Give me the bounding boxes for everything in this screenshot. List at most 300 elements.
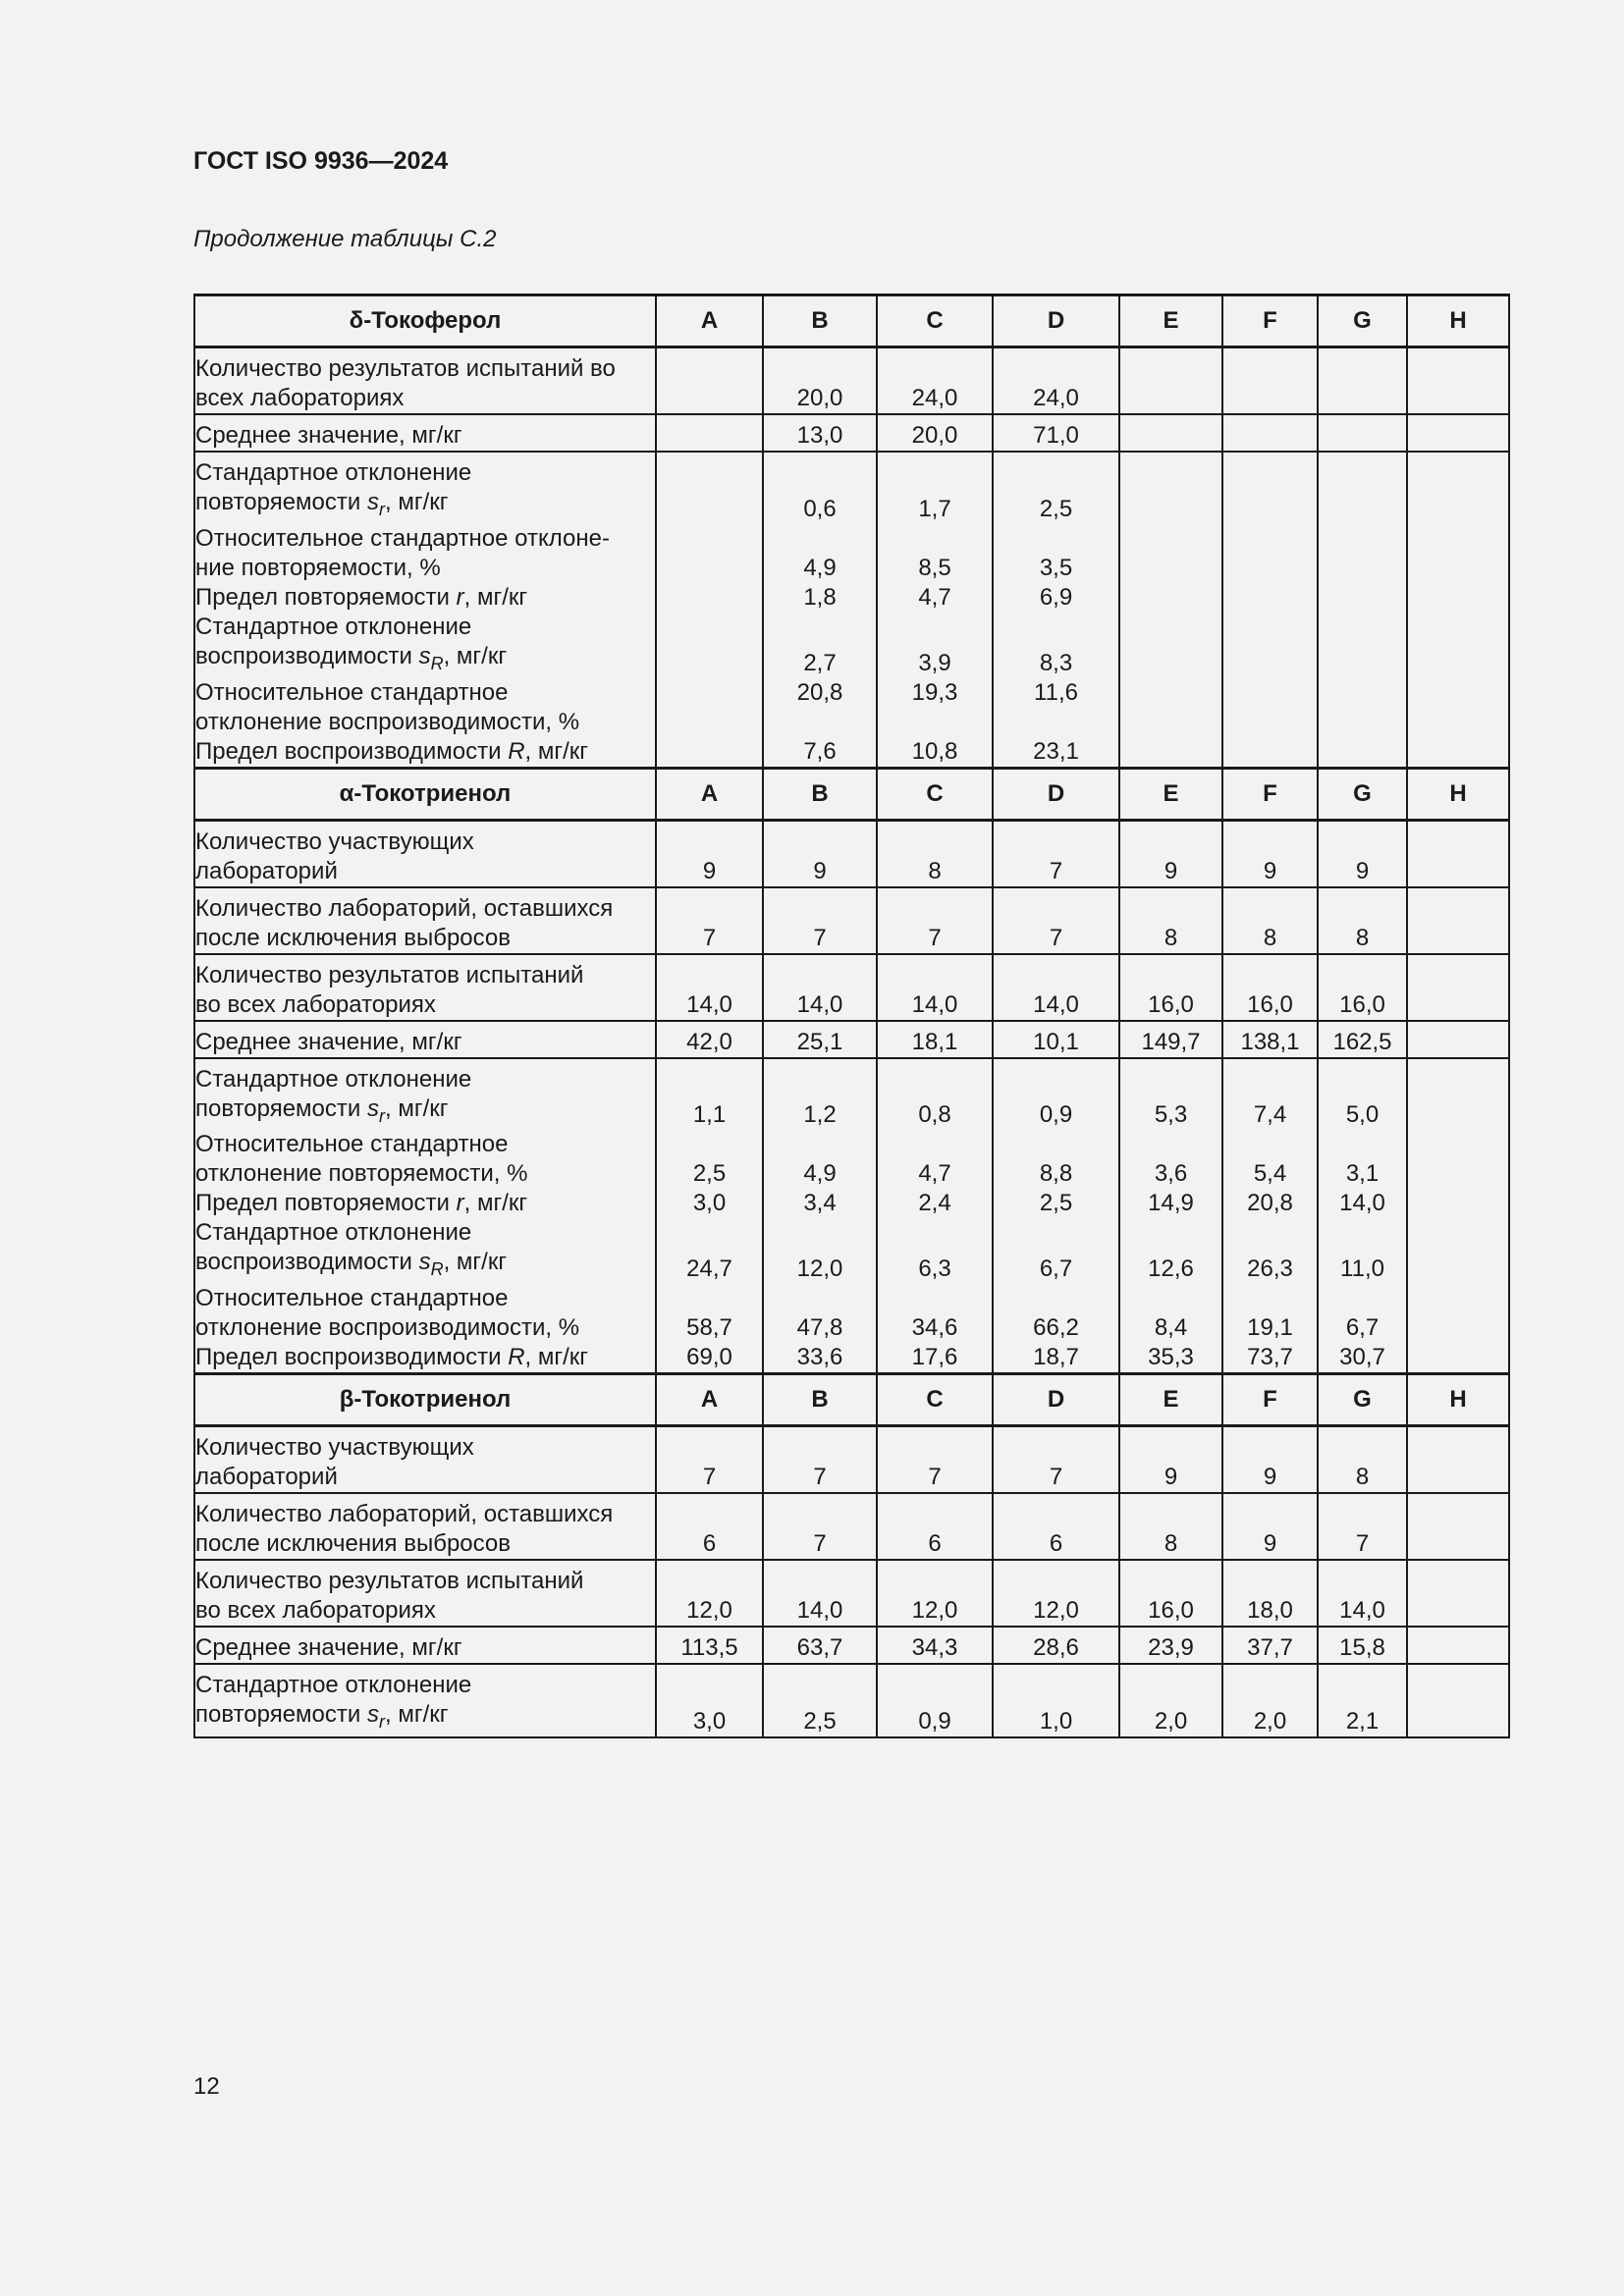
value-cell — [1407, 1560, 1509, 1627]
value-cell: 12,6 — [1119, 1218, 1222, 1284]
value-cell — [1222, 347, 1318, 415]
symbol: s — [366, 489, 379, 515]
value-cell — [1318, 678, 1407, 737]
row-label — [194, 1426, 656, 1494]
value-cell: 6 — [877, 1493, 993, 1560]
value-cell: 20,0 — [877, 414, 993, 452]
value-cell: 16,0 — [1119, 954, 1222, 1021]
table-row — [194, 737, 1509, 769]
label-text: , мг/кг — [524, 737, 589, 765]
value-cell: 6 — [993, 1493, 1119, 1560]
label-text: , мг/кг — [524, 1344, 589, 1371]
value-cell: 71,0 — [993, 414, 1119, 452]
value-cell: 16,0 — [1222, 954, 1318, 1021]
column-header: G — [1318, 295, 1407, 347]
value-cell: 18,0 — [1222, 1560, 1318, 1627]
row-label — [194, 820, 656, 887]
value-cell: 6,3 — [877, 1218, 993, 1284]
value-cell: 34,3 — [877, 1627, 993, 1664]
value-cell: 9 — [1222, 1493, 1318, 1560]
value-cell — [1407, 1343, 1509, 1374]
label-text: Предел повторяемости — [195, 1190, 457, 1217]
section-header-row — [194, 1374, 1509, 1426]
value-cell — [1407, 452, 1509, 524]
label-line: всех лабораториях — [195, 385, 405, 411]
label-line: Среднее значение, мг/кг — [195, 1028, 462, 1055]
label-line: Среднее значение, мг/кг — [195, 422, 462, 449]
column-header: G — [1318, 768, 1407, 820]
symbol: r — [456, 1190, 464, 1217]
value-cell — [1407, 1284, 1509, 1343]
row-label — [194, 583, 656, 613]
column-header: D — [993, 295, 1119, 347]
value-cell: 26,3 — [1222, 1218, 1318, 1284]
table-row — [194, 452, 1509, 524]
label-text: воспроизводимости — [195, 1249, 419, 1276]
value-cell — [1222, 524, 1318, 583]
table-row — [194, 1627, 1509, 1664]
value-cell — [1407, 1218, 1509, 1284]
value-cell: 7 — [993, 1426, 1119, 1494]
value-cell: 23,9 — [1119, 1627, 1222, 1664]
row-label — [194, 1218, 656, 1284]
value-cell: 4,7 — [877, 1130, 993, 1189]
table-row — [194, 1664, 1509, 1737]
value-cell: 7 — [877, 887, 993, 954]
row-label — [194, 414, 656, 452]
value-cell — [656, 583, 763, 613]
page-number: 12 — [193, 2073, 220, 2100]
value-cell: 113,5 — [656, 1627, 763, 1664]
value-cell: 2,1 — [1318, 1664, 1407, 1737]
value-cell: 18,7 — [993, 1343, 1119, 1374]
label-line: Стандартное отклонение — [195, 1065, 472, 1093]
value-cell: 14,0 — [993, 954, 1119, 1021]
row-label — [194, 1493, 656, 1560]
value-cell — [1222, 583, 1318, 613]
label-text: , мг/кг — [384, 489, 449, 515]
column-header: E — [1119, 1374, 1222, 1426]
value-cell: 7 — [993, 887, 1119, 954]
value-cell: 8,8 — [993, 1130, 1119, 1189]
value-cell: 3,0 — [656, 1664, 763, 1737]
column-header: E — [1119, 295, 1222, 347]
value-cell: 9 — [1119, 820, 1222, 887]
value-cell — [1407, 1130, 1509, 1189]
value-cell: 11,6 — [993, 678, 1119, 737]
row-label — [194, 678, 656, 737]
value-cell: 2,5 — [993, 1189, 1119, 1218]
value-cell — [1407, 820, 1509, 887]
value-cell — [1407, 613, 1509, 678]
label-line: Стандартное отклонение — [195, 459, 472, 486]
value-cell: 2,5 — [763, 1664, 877, 1737]
label-line: лабораторий — [195, 1464, 338, 1491]
value-cell: 12,0 — [763, 1218, 877, 1284]
row-label — [194, 1021, 656, 1058]
row-label — [194, 1189, 656, 1218]
symbol-subscript: R — [430, 653, 444, 673]
label-line: Относительное стандартное отклоне- — [195, 524, 610, 552]
label-line: Относительное стандартное — [195, 678, 509, 706]
value-cell: 8,3 — [993, 613, 1119, 678]
label-text: , мг/кг — [463, 1190, 528, 1217]
value-cell — [1318, 452, 1407, 524]
value-cell: 12,0 — [993, 1560, 1119, 1627]
value-cell: 73,7 — [1222, 1343, 1318, 1374]
value-cell: 8 — [1222, 887, 1318, 954]
table-row — [194, 414, 1509, 452]
column-header: C — [877, 768, 993, 820]
value-cell: 14,0 — [656, 954, 763, 1021]
value-cell — [1407, 954, 1509, 1021]
symbol-subscript: R — [430, 1259, 444, 1280]
label-line: Стандартное отклонение — [195, 1672, 472, 1699]
row-label — [194, 524, 656, 583]
section-header-row — [194, 768, 1509, 820]
symbol: s — [418, 1249, 431, 1276]
value-cell: 12,0 — [656, 1560, 763, 1627]
value-cell — [656, 737, 763, 769]
value-cell: 34,6 — [877, 1284, 993, 1343]
value-cell — [1318, 613, 1407, 678]
value-cell: 162,5 — [1318, 1021, 1407, 1058]
label-text: , мг/кг — [463, 583, 528, 611]
value-cell: 14,0 — [763, 1560, 877, 1627]
label-text: , мг/кг — [443, 642, 508, 669]
data-table — [193, 294, 1510, 1738]
value-cell: 6,9 — [993, 583, 1119, 613]
value-cell — [656, 414, 763, 452]
value-cell: 17,6 — [877, 1343, 993, 1374]
value-cell — [656, 613, 763, 678]
value-cell: 28,6 — [993, 1627, 1119, 1664]
value-cell: 5,0 — [1318, 1058, 1407, 1131]
table-row — [194, 1493, 1509, 1560]
symbol-subscript: r — [378, 499, 385, 519]
row-label — [194, 1284, 656, 1343]
label-line: после исключения выбросов — [195, 924, 511, 951]
value-cell: 7 — [763, 1493, 877, 1560]
value-cell: 9 — [1318, 820, 1407, 887]
value-cell: 16,0 — [1119, 1560, 1222, 1627]
label-line: отклонение воспроизводимости, % — [195, 708, 580, 735]
symbol: s — [366, 1095, 379, 1122]
value-cell: 9 — [1119, 1426, 1222, 1494]
value-cell: 58,7 — [656, 1284, 763, 1343]
row-label — [194, 613, 656, 678]
value-cell: 6,7 — [993, 1218, 1119, 1284]
label-line: Количество участвующих — [195, 1434, 474, 1462]
row-label — [194, 452, 656, 524]
label-line: Количество участвующих — [195, 828, 474, 855]
value-cell: 63,7 — [763, 1627, 877, 1664]
value-cell: 4,7 — [877, 583, 993, 613]
value-cell: 3,9 — [877, 613, 993, 678]
label-text: повторяемости — [195, 1701, 367, 1729]
value-cell — [1119, 583, 1222, 613]
value-cell: 7 — [993, 820, 1119, 887]
symbol-subscript: r — [378, 1105, 385, 1126]
table-row — [194, 524, 1509, 583]
label-line: Стандартное отклонение — [195, 613, 472, 640]
value-cell: 4,9 — [763, 1130, 877, 1189]
row-label — [194, 347, 656, 415]
value-cell: 11,0 — [1318, 1218, 1407, 1284]
value-cell: 2,5 — [656, 1130, 763, 1189]
column-header: G — [1318, 1374, 1407, 1426]
value-cell: 1,0 — [993, 1664, 1119, 1737]
value-cell: 5,4 — [1222, 1130, 1318, 1189]
value-cell: 0,8 — [877, 1058, 993, 1131]
label-line: Среднее значение, мг/кг — [195, 1634, 462, 1662]
label-line: после исключения выбросов — [195, 1530, 511, 1558]
column-header: B — [763, 295, 877, 347]
value-cell: 0,9 — [877, 1664, 993, 1737]
label-line: Стандартное отклонение — [195, 1219, 472, 1247]
value-cell: 1,8 — [763, 583, 877, 613]
section-title: β-Токотриенол — [194, 1374, 656, 1426]
table-row — [194, 954, 1509, 1021]
value-cell — [1119, 452, 1222, 524]
value-cell — [1407, 737, 1509, 769]
symbol: r — [456, 583, 464, 611]
row-label — [194, 887, 656, 954]
section-header-row — [194, 295, 1509, 347]
value-cell — [1119, 414, 1222, 452]
value-cell: 24,0 — [993, 347, 1119, 415]
table-row — [194, 1021, 1509, 1058]
value-cell — [1222, 414, 1318, 452]
label-line: Относительное стандартное — [195, 1131, 509, 1158]
column-header: F — [1222, 768, 1318, 820]
label-line: Количество лабораторий, оставшихся — [195, 894, 614, 922]
value-cell: 3,6 — [1119, 1130, 1222, 1189]
value-cell — [1407, 1189, 1509, 1218]
value-cell: 8 — [877, 820, 993, 887]
value-cell: 42,0 — [656, 1021, 763, 1058]
value-cell — [1407, 583, 1509, 613]
value-cell — [1407, 347, 1509, 415]
row-label — [194, 954, 656, 1021]
value-cell: 16,0 — [1318, 954, 1407, 1021]
row-label — [194, 1058, 656, 1131]
value-cell: 35,3 — [1119, 1343, 1222, 1374]
value-cell: 2,7 — [763, 613, 877, 678]
table-row — [194, 887, 1509, 954]
label-line: Относительное стандартное — [195, 1285, 509, 1312]
value-cell — [1407, 414, 1509, 452]
value-cell: 3,4 — [763, 1189, 877, 1218]
value-cell: 1,2 — [763, 1058, 877, 1131]
value-cell: 15,8 — [1318, 1627, 1407, 1664]
section-title: α-Токотриенол — [194, 768, 656, 820]
value-cell — [1407, 1493, 1509, 1560]
value-cell — [1119, 678, 1222, 737]
value-cell: 149,7 — [1119, 1021, 1222, 1058]
value-cell: 25,1 — [763, 1021, 877, 1058]
value-cell: 2,0 — [1119, 1664, 1222, 1737]
label-line: ние повторяемости, % — [195, 554, 441, 581]
column-header: A — [656, 768, 763, 820]
label-text: , мг/кг — [443, 1249, 508, 1276]
value-cell: 4,9 — [763, 524, 877, 583]
symbol: s — [366, 1701, 379, 1729]
value-cell: 33,6 — [763, 1343, 877, 1374]
label-line: во всех лабораториях — [195, 990, 436, 1018]
table-row — [194, 583, 1509, 613]
label-text: , мг/кг — [384, 1095, 449, 1122]
row-label — [194, 1664, 656, 1737]
value-cell: 8 — [1119, 887, 1222, 954]
row-label — [194, 1343, 656, 1374]
section-title: δ-Токоферол — [194, 295, 656, 347]
column-header: C — [877, 1374, 993, 1426]
table-row — [194, 1284, 1509, 1343]
column-header: E — [1119, 768, 1222, 820]
value-cell — [1318, 583, 1407, 613]
value-cell: 14,0 — [1318, 1560, 1407, 1627]
value-cell: 20,8 — [1222, 1189, 1318, 1218]
value-cell: 8 — [1318, 887, 1407, 954]
document-title: ГОСТ ISO 9936—2024 — [193, 147, 449, 175]
table-row — [194, 1058, 1509, 1131]
value-cell: 8 — [1318, 1426, 1407, 1494]
symbol: R — [508, 737, 525, 765]
label-text: , мг/кг — [384, 1701, 449, 1729]
table-row — [194, 1426, 1509, 1494]
value-cell — [1318, 347, 1407, 415]
label-line: Количество результатов испытаний во — [195, 355, 616, 382]
label-line: лабораторий — [195, 857, 338, 884]
value-cell: 7 — [656, 887, 763, 954]
table-caption: Продолжение таблицы С.2 — [193, 226, 497, 252]
value-cell: 20,8 — [763, 678, 877, 737]
label-line: Количество результатов испытаний — [195, 961, 584, 988]
label-text: Предел воспроизводимости — [195, 1344, 509, 1371]
value-cell — [1119, 613, 1222, 678]
value-cell: 19,3 — [877, 678, 993, 737]
value-cell — [1407, 1058, 1509, 1131]
column-header: A — [656, 295, 763, 347]
value-cell: 14,0 — [763, 954, 877, 1021]
value-cell: 8,4 — [1119, 1284, 1222, 1343]
row-label — [194, 1560, 656, 1627]
value-cell: 23,1 — [993, 737, 1119, 769]
value-cell: 47,8 — [763, 1284, 877, 1343]
value-cell: 0,9 — [993, 1058, 1119, 1131]
value-cell: 3,0 — [656, 1189, 763, 1218]
column-header: F — [1222, 1374, 1318, 1426]
value-cell: 0,6 — [763, 452, 877, 524]
value-cell: 10,1 — [993, 1021, 1119, 1058]
column-header: H — [1407, 1374, 1509, 1426]
table-row — [194, 1189, 1509, 1218]
value-cell — [1407, 887, 1509, 954]
value-cell: 7 — [877, 1426, 993, 1494]
column-header: D — [993, 768, 1119, 820]
value-cell: 66,2 — [993, 1284, 1119, 1343]
value-cell — [1407, 524, 1509, 583]
symbol: R — [508, 1344, 525, 1371]
value-cell: 37,7 — [1222, 1627, 1318, 1664]
value-cell: 7 — [656, 1426, 763, 1494]
value-cell — [1222, 613, 1318, 678]
symbol: s — [418, 642, 431, 669]
value-cell: 30,7 — [1318, 1343, 1407, 1374]
value-cell: 9 — [1222, 820, 1318, 887]
table-row — [194, 1343, 1509, 1374]
value-cell — [1119, 737, 1222, 769]
row-label — [194, 737, 656, 769]
label-line: Количество результатов испытаний — [195, 1568, 584, 1595]
value-cell: 13,0 — [763, 414, 877, 452]
value-cell: 8 — [1119, 1493, 1222, 1560]
value-cell — [1407, 678, 1509, 737]
value-cell: 7,6 — [763, 737, 877, 769]
value-cell: 7 — [763, 887, 877, 954]
column-header: A — [656, 1374, 763, 1426]
column-header: F — [1222, 295, 1318, 347]
value-cell: 14,9 — [1119, 1189, 1222, 1218]
value-cell — [1222, 452, 1318, 524]
value-cell — [1119, 524, 1222, 583]
value-cell: 69,0 — [656, 1343, 763, 1374]
label-text: повторяемости — [195, 1095, 367, 1122]
value-cell: 2,0 — [1222, 1664, 1318, 1737]
value-cell: 6 — [656, 1493, 763, 1560]
value-cell — [1407, 1021, 1509, 1058]
value-cell: 6,7 — [1318, 1284, 1407, 1343]
label-text: Предел повторяемости — [195, 583, 457, 611]
row-label — [194, 1627, 656, 1664]
table-row — [194, 613, 1509, 678]
value-cell — [656, 452, 763, 524]
column-header: H — [1407, 295, 1509, 347]
value-cell: 24,0 — [877, 347, 993, 415]
value-cell: 1,7 — [877, 452, 993, 524]
table-row — [194, 1218, 1509, 1284]
value-cell: 1,1 — [656, 1058, 763, 1131]
value-cell: 2,5 — [993, 452, 1119, 524]
value-cell: 19,1 — [1222, 1284, 1318, 1343]
column-header: B — [763, 768, 877, 820]
value-cell: 7 — [1318, 1493, 1407, 1560]
value-cell — [656, 678, 763, 737]
value-cell — [1222, 678, 1318, 737]
value-cell: 10,8 — [877, 737, 993, 769]
value-cell — [1318, 737, 1407, 769]
table-row — [194, 678, 1509, 737]
value-cell — [1222, 737, 1318, 769]
label-text: повторяемости — [195, 489, 367, 515]
label-line: Количество лабораторий, оставшихся — [195, 1501, 614, 1528]
table-row — [194, 1130, 1509, 1189]
value-cell — [1407, 1664, 1509, 1737]
value-cell: 18,1 — [877, 1021, 993, 1058]
value-cell — [656, 347, 763, 415]
value-cell — [1318, 414, 1407, 452]
column-header: C — [877, 295, 993, 347]
label-line: отклонение воспроизводимости, % — [195, 1314, 580, 1342]
value-cell — [1407, 1627, 1509, 1664]
label-line: во всех лабораториях — [195, 1597, 436, 1625]
value-cell: 7,4 — [1222, 1058, 1318, 1131]
value-cell: 12,0 — [877, 1560, 993, 1627]
value-cell — [1119, 347, 1222, 415]
column-header: B — [763, 1374, 877, 1426]
value-cell: 20,0 — [763, 347, 877, 415]
